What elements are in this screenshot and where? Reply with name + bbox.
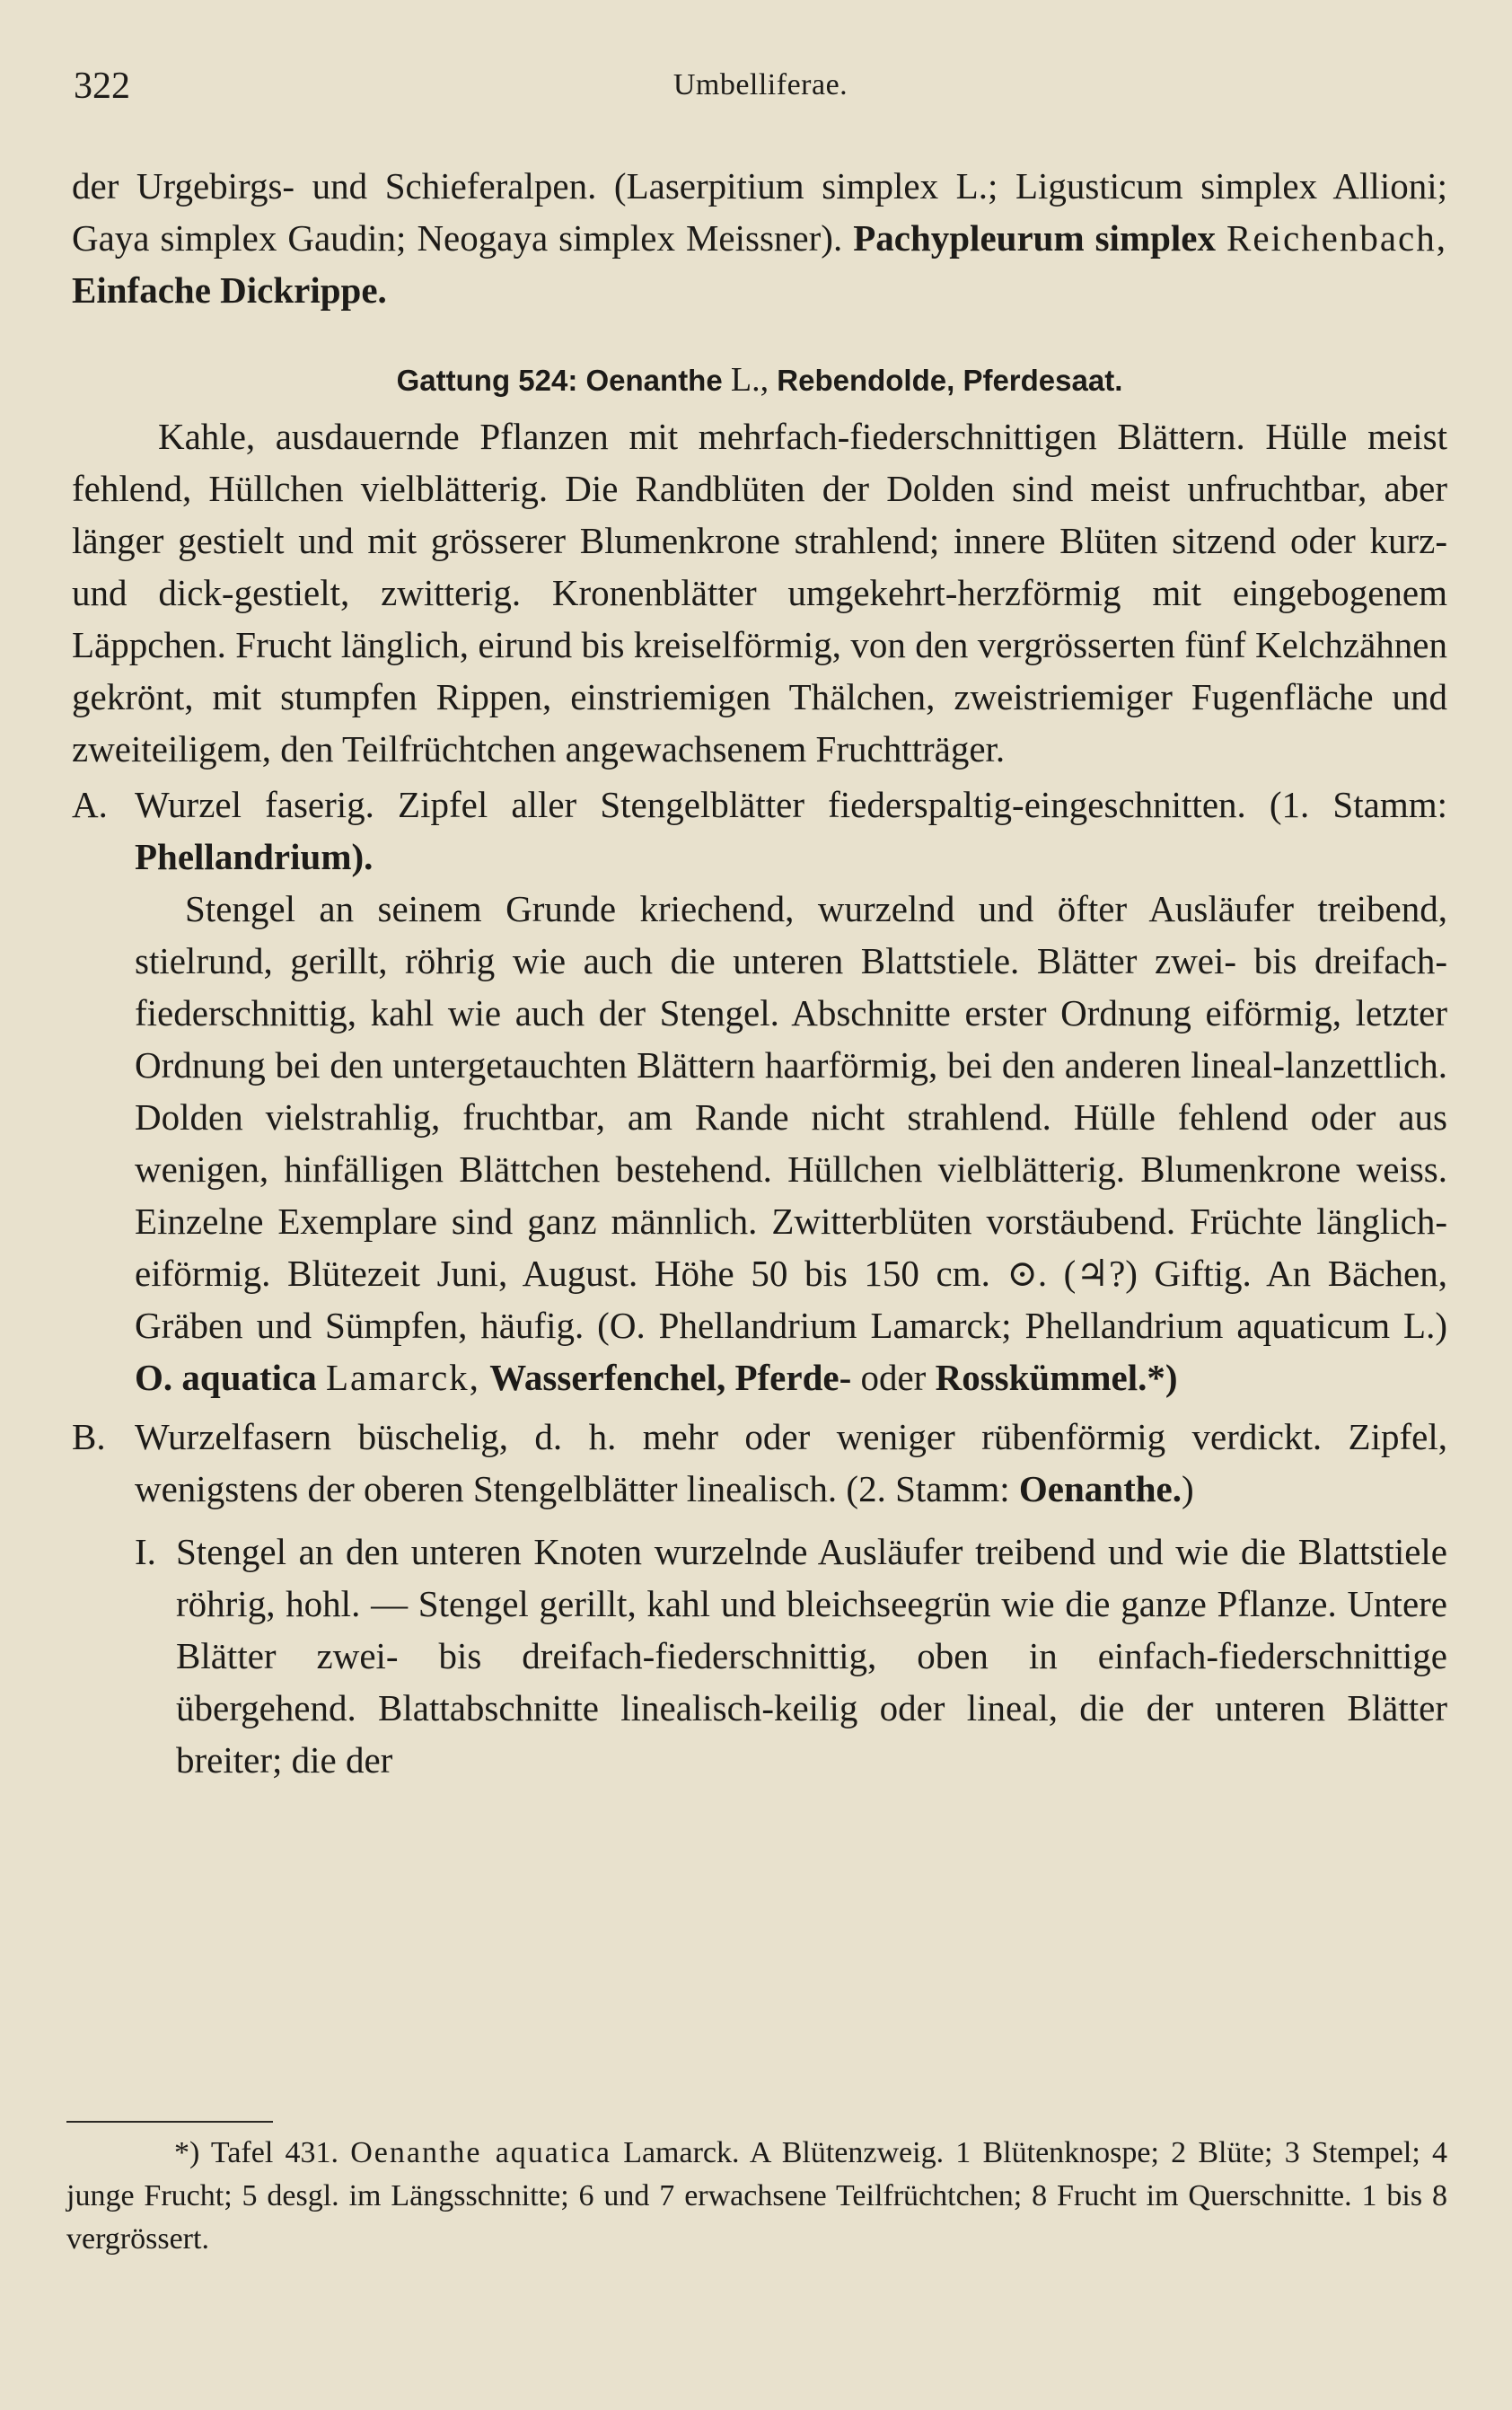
section-b-marker: B. xyxy=(72,1416,106,1457)
page-body xyxy=(72,160,1447,1786)
page-header xyxy=(74,65,1447,119)
genus-common-name: Rebendolde, Pferdesaat. xyxy=(777,364,1123,397)
section-b xyxy=(72,1411,1447,1515)
aquatica-author: Lamarck, xyxy=(326,1357,480,1398)
species-author: Reichenbach, xyxy=(1226,217,1447,259)
section-a xyxy=(72,778,1447,1403)
page-number: 322 xyxy=(74,66,130,107)
genus-heading xyxy=(72,357,1447,403)
stamm-close: ) xyxy=(1182,1468,1194,1509)
section-b-key: Wurzelfasern büschelig, d. h. mehr oder weniger rübenförmig verdickt. Zipfel, wenigstens der oberen Stengelblätter linealisch. (2. Stamm: xyxy=(135,1416,1447,1509)
common-name-rosskuemmel: Rosskümmel.*) xyxy=(935,1357,1178,1398)
footnote-divider xyxy=(66,2121,273,2123)
footnote-legend: Lamarck. A Blütenzweig. 1 Blütenknospe; 2 Blüte; 3 Stempel; 4 junge Frucht; 5 desgl. im Längsschnitte; 6 und 7 erwachsene Teilfrüchtchen; 8 Frucht im Querschnitte. 1 bis 8 vergrössert. xyxy=(66,2136,1448,2256)
subsection-i-text: Stengel an den unteren Knoten wurzelnde Ausläufer treibend und wie die Blattstiele röhrig, hohl. — Stengel gerillt, kahl und bleichseegrün wie die ganze Pflanze. Untere Blätter zwei- bis dreifach-fiederschnittig, oben in einfach-fiederschnittige übergehend. Blattabschnitte linealisch-keilig oder lineal, die der unteren Blätter breiter; die der xyxy=(176,1531,1447,1781)
section-a-marker: A. xyxy=(72,784,108,825)
subsection-i-marker: I. xyxy=(135,1531,156,1572)
common-name-or: oder xyxy=(860,1357,927,1398)
genus-label: Gattung 524: xyxy=(396,364,578,397)
stamm-phellandrium: Phellandrium). xyxy=(135,836,374,877)
section-b-text xyxy=(135,1411,1447,1515)
section-a-text xyxy=(135,778,1447,883)
aquatica-text: Stengel an seinem Grunde kriechend, wurzelnd und öfter Ausläufer treibend, stielrund, gerillt, röhrig wie auch die unteren Blattstiele. Blätter zwei- bis dreifach-fiederschnittig, kahl wie auch der Stengel. Abschnitte erster Ordnung eiförmig, letzter Ordnung bei den untergetauchten Blättern haarförmig, bei den anderen lineal-lanzettlich. Dolden vielstrahlig, fruchtbar, am Rande nicht strahlend. Hülle fehlend oder aus wenigen, hinfälligen Blättchen bestehend. Hüllchen vielblätterig. Blumenkrone weiss. Einzelne Exemplare sind ganz männlich. Zwitterblüten vorstäubend. Früchte länglich-eiförmig. Blütezeit Juni, August. Höhe 50 bis 150 cm. ⊙. (♃?) Giftig. An Bächen, Gräben und Sümpfen, häufig. (O. Phellandrium Lamarck; Phellandrium aquaticum L.) xyxy=(135,888,1447,1346)
footnote-prefix: *) Tafel 431. xyxy=(174,2136,338,2169)
genus-name: Oenanthe xyxy=(585,364,723,397)
section-a-key: Wurzel faserig. Zipfel aller Stengelblätter fiederspaltig-eingeschnitten. (1. Stamm: xyxy=(135,784,1447,825)
species-name-pachypleurum: Pachypleurum simplex xyxy=(853,217,1216,259)
footnote-species: Oenanthe aquatica xyxy=(350,2136,611,2169)
footnotes xyxy=(66,2121,1447,2261)
intro-paragraph xyxy=(72,160,1447,316)
species-aquatica-description xyxy=(135,883,1447,1403)
footnote-tafel-431 xyxy=(66,2132,1447,2261)
subsection-i xyxy=(72,1526,1447,1786)
common-name-dickrippe: Einfache Dickrippe. xyxy=(72,269,387,311)
common-name-wasserfenchel: Wasserfenchel, Pferde- xyxy=(489,1357,852,1398)
running-title: Umbelliferae. xyxy=(672,68,848,101)
intro-text: der Urgebirgs- und Schieferalpen. (Laserpitium simplex L.; Ligusticum simplex Allioni; Gaya simplex Gaudin; Neogaya simplex Meissner). xyxy=(72,165,1447,259)
stamm-oenanthe: Oenanthe. xyxy=(1018,1468,1182,1509)
genus-author: L., xyxy=(730,361,769,399)
species-name-aquatica: O. aquatica xyxy=(135,1357,317,1398)
genus-description: Kahle, ausdauernde Pflanzen mit mehrfach-fiederschnittigen Blättern. Hülle meist fehlend, Hüllchen vielblätterig. Die Randblüten der Dolden sind meist unfruchtbar, aber länger gestielt und mit grösserer Blumenkrone strahlend; innere Blüten sitzend oder kurz- und dick-gestielt, zwitterig. Kronenblätter umgekehrt-herzförmig mit eingebogenem Läppchen. Frucht länglich, eirund bis kreiselförmig, von den vergrösserten fünf Kelchzähnen gekrönt, mit stumpfen Rippen, einstriemigen Thälchen, zweistriemiger Fugenfläche und zweiteiligem, den Teilfrüchtchen angewachsenem Fruchtträger. xyxy=(72,416,1447,770)
